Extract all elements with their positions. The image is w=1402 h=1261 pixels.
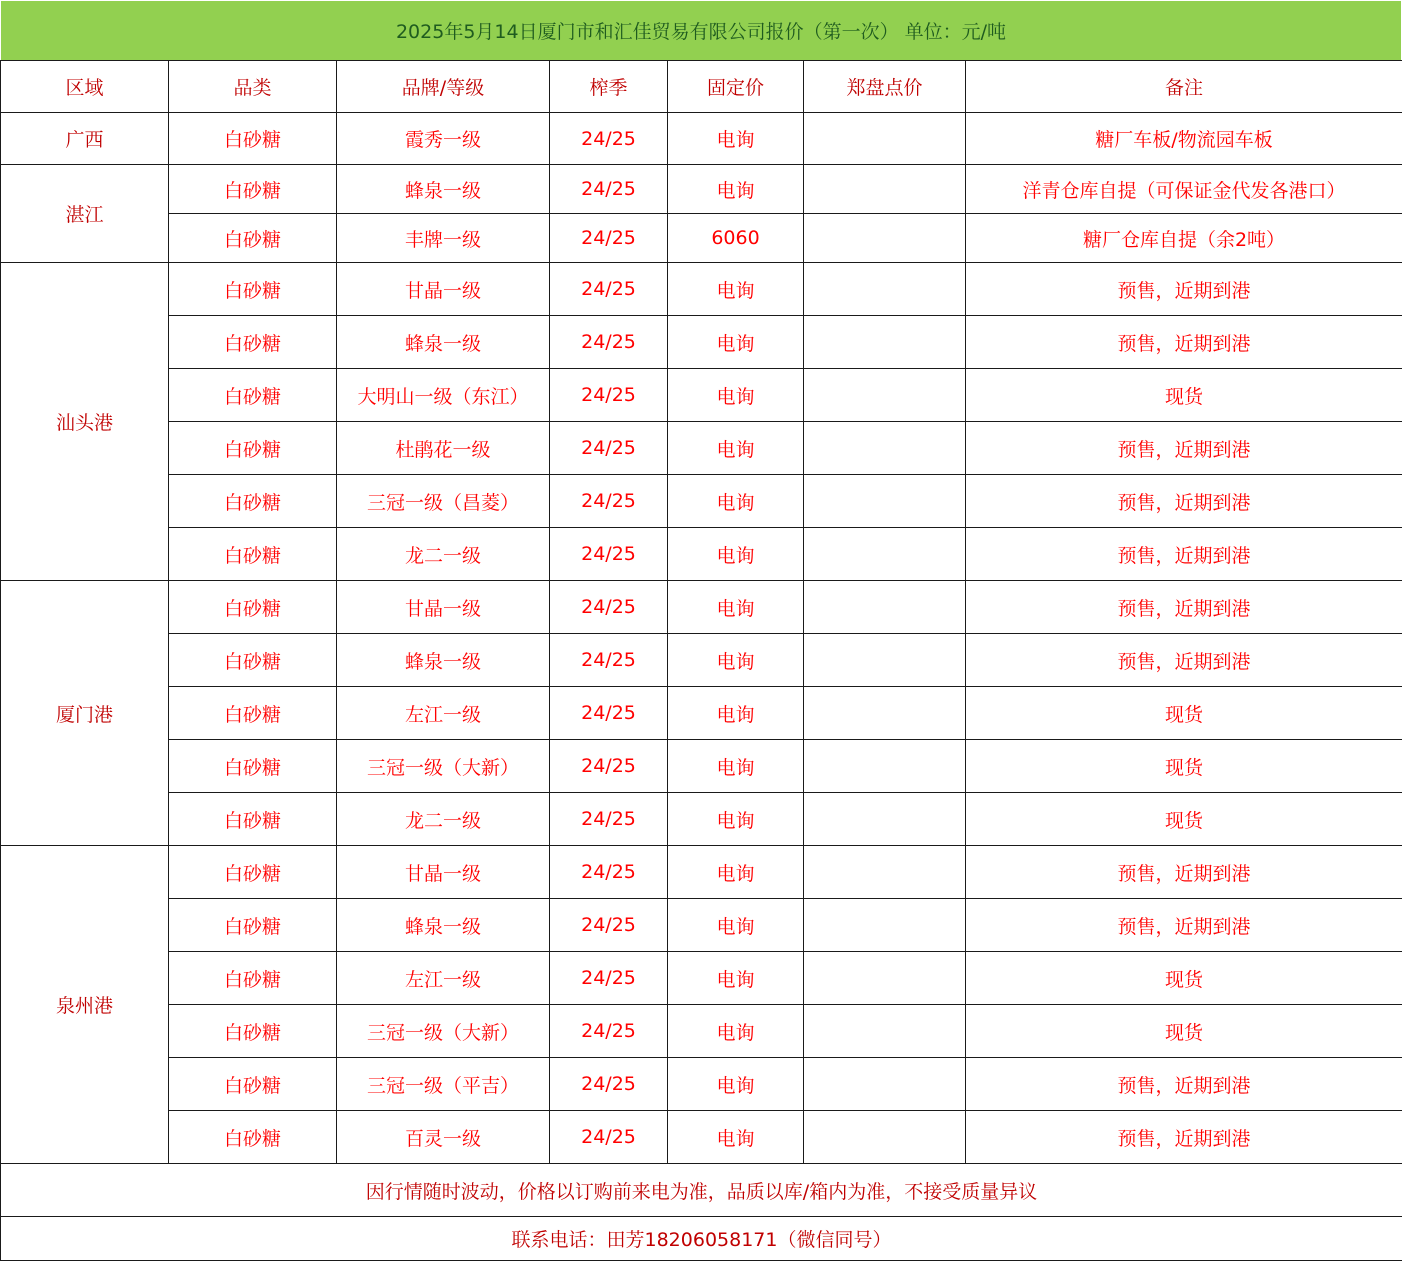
season-cell: 24/25 — [550, 1058, 668, 1111]
category-cell: 白砂糖 — [169, 581, 337, 634]
footer-contact: 联系电话：田芳18206058171（微信同号） — [1, 1217, 1402, 1261]
table-row — [1, 422, 1402, 475]
futures-price-cell — [804, 369, 966, 422]
futures-price-cell — [804, 687, 966, 740]
category-cell: 白砂糖 — [169, 1005, 337, 1058]
category-cell: 白砂糖 — [169, 214, 337, 263]
header-fixed-price: 固定价 — [668, 61, 804, 113]
note-cell: 糖厂仓库自提（余2吨） — [966, 214, 1402, 263]
brand-grade-cell: 百灵一级 — [337, 1111, 550, 1164]
note-cell: 预售，近期到港 — [966, 634, 1402, 687]
fixed-price-cell: 电询 — [668, 687, 804, 740]
fixed-price-cell: 电询 — [668, 1111, 804, 1164]
fixed-price-cell: 电询 — [668, 952, 804, 1005]
table-row — [1, 316, 1402, 369]
category-cell: 白砂糖 — [169, 475, 337, 528]
note-cell: 现货 — [966, 793, 1402, 846]
category-cell: 白砂糖 — [169, 422, 337, 475]
season-cell: 24/25 — [550, 793, 668, 846]
category-cell: 白砂糖 — [169, 528, 337, 581]
note-cell: 预售，近期到港 — [966, 475, 1402, 528]
note-cell: 预售，近期到港 — [966, 316, 1402, 369]
header-brand-grade: 品牌/等级 — [337, 61, 550, 113]
note-cell: 现货 — [966, 1005, 1402, 1058]
category-cell: 白砂糖 — [169, 316, 337, 369]
season-cell: 24/25 — [550, 263, 668, 316]
footer-contact-row — [1, 1217, 1402, 1261]
category-cell: 白砂糖 — [169, 899, 337, 952]
category-cell: 白砂糖 — [169, 1111, 337, 1164]
brand-grade-cell: 蜂泉一级 — [337, 316, 550, 369]
fixed-price-cell: 电询 — [668, 369, 804, 422]
table-row — [1, 263, 1402, 316]
brand-grade-cell: 杜鹃花一级 — [337, 422, 550, 475]
table-row — [1, 113, 1402, 165]
fixed-price-cell: 电询 — [668, 422, 804, 475]
fixed-price-cell: 电询 — [668, 793, 804, 846]
fixed-price-cell: 电询 — [668, 165, 804, 214]
season-cell: 24/25 — [550, 475, 668, 528]
header-region: 区域 — [1, 61, 169, 113]
category-cell: 白砂糖 — [169, 952, 337, 1005]
brand-grade-cell: 左江一级 — [337, 687, 550, 740]
table-row — [1, 475, 1402, 528]
brand-grade-cell: 三冠一级（平吉） — [337, 1058, 550, 1111]
season-cell: 24/25 — [550, 740, 668, 793]
brand-grade-cell: 三冠一级（昌菱） — [337, 475, 550, 528]
sheet-title: 2025年5月14日厦门市和汇佳贸易有限公司报价（第一次） 单位：元/吨 — [1, 1, 1401, 60]
table-row — [1, 369, 1402, 422]
region-cell: 湛江 — [1, 165, 169, 263]
category-cell: 白砂糖 — [169, 369, 337, 422]
table-row — [1, 1005, 1402, 1058]
note-cell: 预售，近期到港 — [966, 422, 1402, 475]
futures-price-cell — [804, 214, 966, 263]
fixed-price-cell: 电询 — [668, 899, 804, 952]
region-cell: 厦门港 — [1, 581, 169, 846]
table-row — [1, 740, 1402, 793]
note-cell: 预售，近期到港 — [966, 899, 1402, 952]
table-row — [1, 528, 1402, 581]
futures-price-cell — [804, 899, 966, 952]
fixed-price-cell: 电询 — [668, 528, 804, 581]
futures-price-cell — [804, 1111, 966, 1164]
quote-body — [1, 113, 1402, 1164]
note-cell: 洋青仓库自提（可保证金代发各港口） — [966, 165, 1402, 214]
note-cell: 预售，近期到港 — [966, 263, 1402, 316]
note-cell: 预售，近期到港 — [966, 1058, 1402, 1111]
season-cell: 24/25 — [550, 899, 668, 952]
fixed-price-cell: 电询 — [668, 846, 804, 899]
fixed-price-cell: 电询 — [668, 634, 804, 687]
fixed-price-cell: 电询 — [668, 1005, 804, 1058]
header-note: 备注 — [966, 61, 1402, 113]
table-row — [1, 952, 1402, 1005]
fixed-price-cell: 6060 — [668, 214, 804, 263]
category-cell: 白砂糖 — [169, 846, 337, 899]
brand-grade-cell: 甘晶一级 — [337, 581, 550, 634]
brand-grade-cell: 丰牌一级 — [337, 214, 550, 263]
futures-price-cell — [804, 475, 966, 528]
table-row — [1, 634, 1402, 687]
brand-grade-cell: 龙二一级 — [337, 528, 550, 581]
region-cell: 广西 — [1, 113, 169, 165]
season-cell: 24/25 — [550, 422, 668, 475]
futures-price-cell — [804, 952, 966, 1005]
season-cell: 24/25 — [550, 369, 668, 422]
season-cell: 24/25 — [550, 952, 668, 1005]
futures-price-cell — [804, 581, 966, 634]
note-cell: 现货 — [966, 687, 1402, 740]
season-cell: 24/25 — [550, 528, 668, 581]
category-cell: 白砂糖 — [169, 165, 337, 214]
table-row — [1, 793, 1402, 846]
footer-disclaimer-row — [1, 1164, 1402, 1217]
futures-price-cell — [804, 740, 966, 793]
region-cell: 泉州港 — [1, 846, 169, 1164]
note-cell: 糖厂车板/物流园车板 — [966, 113, 1402, 165]
table-row — [1, 581, 1402, 634]
futures-price-cell — [804, 422, 966, 475]
note-cell: 现货 — [966, 740, 1402, 793]
brand-grade-cell: 蜂泉一级 — [337, 634, 550, 687]
note-cell: 现货 — [966, 369, 1402, 422]
brand-grade-cell: 甘晶一级 — [337, 263, 550, 316]
category-cell: 白砂糖 — [169, 634, 337, 687]
quote-table — [0, 60, 1402, 1261]
category-cell: 白砂糖 — [169, 1058, 337, 1111]
note-cell: 预售，近期到港 — [966, 1111, 1402, 1164]
category-cell: 白砂糖 — [169, 113, 337, 165]
fixed-price-cell: 电询 — [668, 113, 804, 165]
header-row — [1, 61, 1402, 113]
fixed-price-cell: 电询 — [668, 316, 804, 369]
category-cell: 白砂糖 — [169, 793, 337, 846]
futures-price-cell — [804, 634, 966, 687]
fixed-price-cell: 电询 — [668, 475, 804, 528]
brand-grade-cell: 三冠一级（大新） — [337, 1005, 550, 1058]
table-row — [1, 214, 1402, 263]
brand-grade-cell: 甘晶一级 — [337, 846, 550, 899]
futures-price-cell — [804, 316, 966, 369]
season-cell: 24/25 — [550, 113, 668, 165]
futures-price-cell — [804, 165, 966, 214]
season-cell: 24/25 — [550, 165, 668, 214]
table-row — [1, 687, 1402, 740]
note-cell: 预售，近期到港 — [966, 528, 1402, 581]
season-cell: 24/25 — [550, 316, 668, 369]
category-cell: 白砂糖 — [169, 263, 337, 316]
brand-grade-cell: 左江一级 — [337, 952, 550, 1005]
futures-price-cell — [804, 793, 966, 846]
brand-grade-cell: 霞秀一级 — [337, 113, 550, 165]
season-cell: 24/25 — [550, 634, 668, 687]
table-row — [1, 165, 1402, 214]
futures-price-cell — [804, 113, 966, 165]
brand-grade-cell: 三冠一级（大新） — [337, 740, 550, 793]
futures-price-cell — [804, 1005, 966, 1058]
season-cell: 24/25 — [550, 581, 668, 634]
header-category: 品类 — [169, 61, 337, 113]
futures-price-cell — [804, 1058, 966, 1111]
season-cell: 24/25 — [550, 846, 668, 899]
fixed-price-cell: 电询 — [668, 740, 804, 793]
table-row — [1, 846, 1402, 899]
season-cell: 24/25 — [550, 214, 668, 263]
fixed-price-cell: 电询 — [668, 581, 804, 634]
note-cell: 现货 — [966, 952, 1402, 1005]
brand-grade-cell: 蜂泉一级 — [337, 899, 550, 952]
category-cell: 白砂糖 — [169, 687, 337, 740]
futures-price-cell — [804, 846, 966, 899]
season-cell: 24/25 — [550, 1005, 668, 1058]
fixed-price-cell: 电询 — [668, 1058, 804, 1111]
note-cell: 预售，近期到港 — [966, 846, 1402, 899]
futures-price-cell — [804, 528, 966, 581]
table-row — [1, 1111, 1402, 1164]
brand-grade-cell: 大明山一级（东江） — [337, 369, 550, 422]
futures-price-cell — [804, 263, 966, 316]
note-cell: 预售，近期到港 — [966, 581, 1402, 634]
brand-grade-cell: 龙二一级 — [337, 793, 550, 846]
fixed-price-cell: 电询 — [668, 263, 804, 316]
header-season: 榨季 — [550, 61, 668, 113]
table-row — [1, 899, 1402, 952]
footer-disclaimer: 因行情随时波动，价格以订购前来电为准，品质以库/箱内为准，不接受质量异议 — [1, 1164, 1402, 1217]
season-cell: 24/25 — [550, 1111, 668, 1164]
table-row — [1, 1058, 1402, 1111]
category-cell: 白砂糖 — [169, 740, 337, 793]
brand-grade-cell: 蜂泉一级 — [337, 165, 550, 214]
region-cell: 汕头港 — [1, 263, 169, 581]
season-cell: 24/25 — [550, 687, 668, 740]
header-futures-price: 郑盘点价 — [804, 61, 966, 113]
